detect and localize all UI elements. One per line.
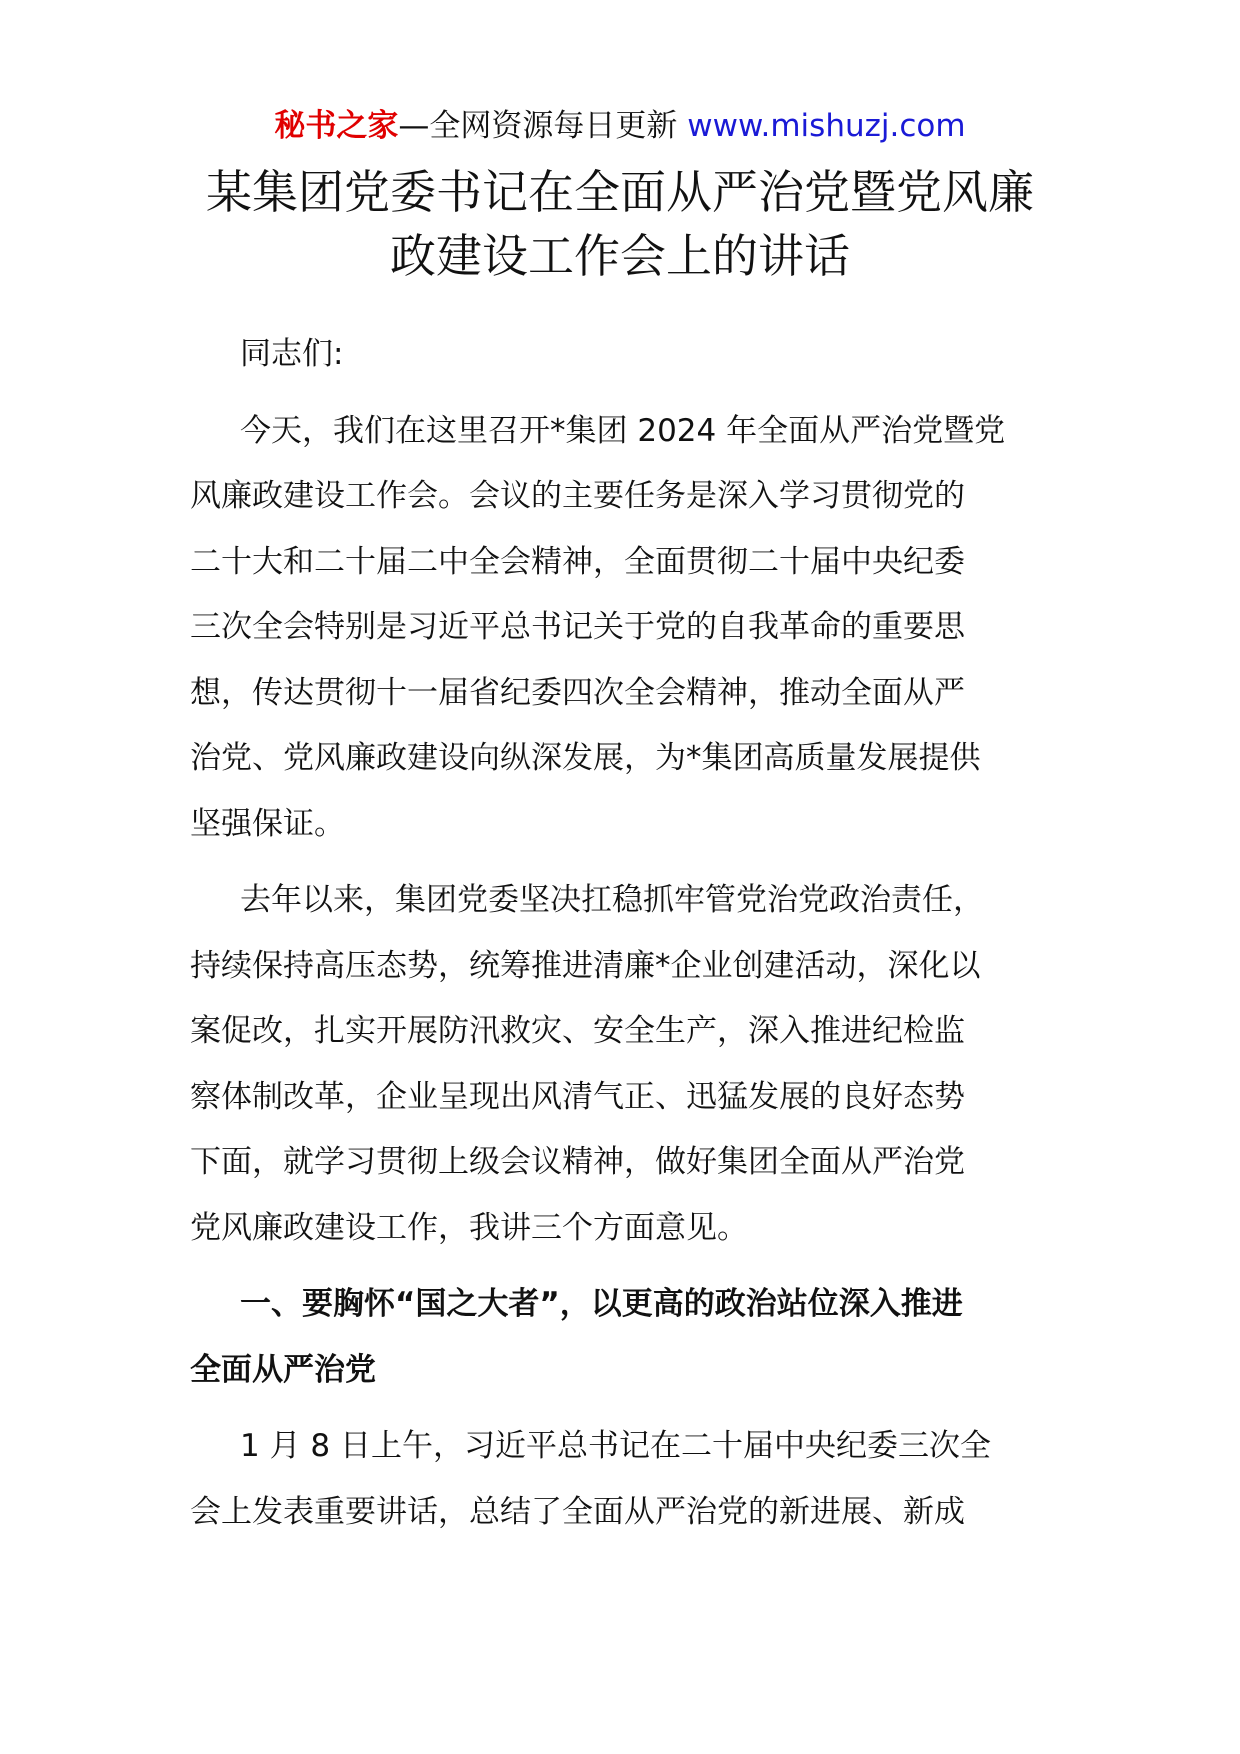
paragraph-line: 坚强保证。 — [190, 805, 345, 842]
paragraph-line: 治党、党风廉政建设向纵深发展，为*集团高质量发展提供 — [190, 740, 981, 776]
title-line-2: 政建设工作会上的讲话 — [390, 229, 850, 283]
document-body — [190, 322, 1066, 1556]
title-line-1: 某集团党委书记在全面从严治党暨党风廉 — [206, 165, 1034, 219]
paragraph-line: 去年以来，集团党委坚决扛稳抓牢管党治党政治责任， — [240, 882, 984, 918]
paragraph-line: 二十大和二十届二中全会精神，全面贯彻二十届中央纪委 — [190, 543, 965, 580]
header-tagline: —全网资源每日更新 — [398, 108, 688, 144]
section-heading-1 — [190, 1272, 1066, 1403]
paragraph-line: 风廉政建设工作会。会议的主要任务是深入学习贯彻党的 — [190, 478, 965, 514]
paragraph-2 — [190, 868, 1066, 1261]
paragraph-line: 今天，我们在这里召开*集团 2024 年全面从严治党暨党 — [240, 412, 1006, 449]
header-url[interactable]: www.mishuzj.com — [687, 108, 966, 144]
paragraph-line: 三次全会特别是习近平总书记关于党的自我革命的重要思 — [190, 609, 965, 645]
heading-line: 全面从严治党 — [190, 1351, 376, 1388]
paragraph-line: 党风廉政建设工作，我讲三个方面意见。 — [190, 1209, 748, 1246]
paragraph-3 — [190, 1414, 1066, 1545]
paragraph-line: 想，传达贯彻十一届省纪委四次全会精神，推动全面从严 — [190, 674, 965, 711]
watermark-header — [0, 104, 1240, 148]
paragraph-line: 1 月 8 日上午，习近平总书记在二十届中央纪委三次全 — [240, 1428, 992, 1464]
document-title — [150, 160, 1090, 288]
salutation — [190, 322, 1066, 388]
paragraph-line: 察体制改革，企业呈现出风清气正、迅猛发展的良好态势 — [190, 1078, 965, 1115]
paragraph-line: 下面，就学习贯彻上级会议精神，做好集团全面从严治党 — [190, 1144, 965, 1180]
heading-line: 一、要胸怀“国之大者”，以更高的政治站位深入推进 — [240, 1286, 963, 1322]
paragraph-line: 案促改，扎实开展防汛救灾、安全生产，深入推进纪检监 — [190, 1013, 965, 1049]
salutation-text: 同志们: — [240, 336, 344, 372]
paragraph-line: 会上发表重要讲话，总结了全面从严治党的新进展、新成 — [190, 1493, 965, 1530]
paragraph-line: 持续保持高压态势，统筹推进清廉*企业创建活动，深化以 — [190, 947, 981, 984]
paragraph-1 — [190, 399, 1066, 858]
brand-name: 秘书之家 — [274, 108, 399, 144]
